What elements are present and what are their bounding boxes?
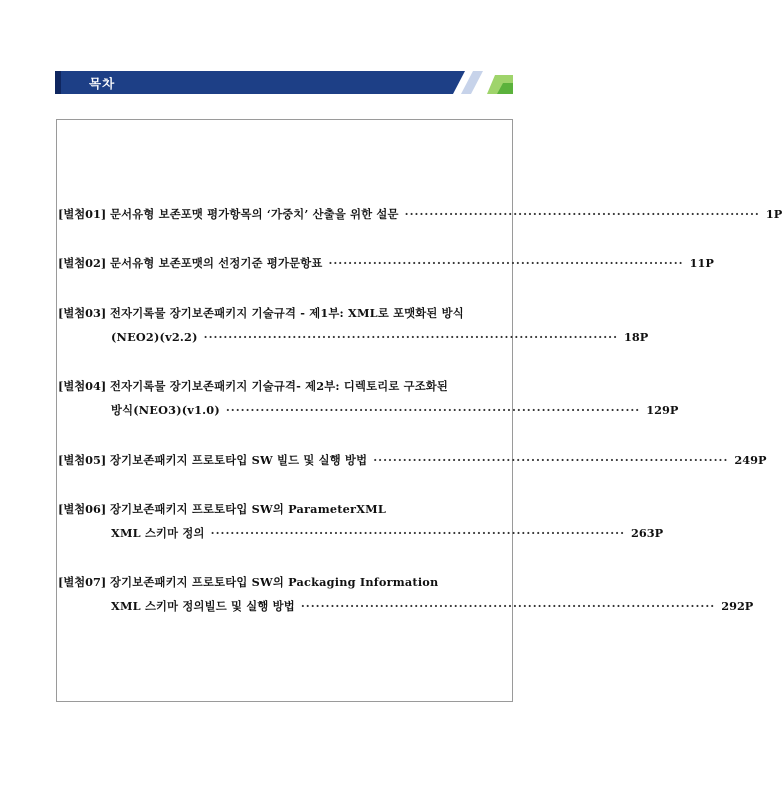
dot-leader: ···················································································· <box>300 599 716 613</box>
toc-entry[interactable] <box>58 304 502 322</box>
toc-entry-continuation[interactable] <box>111 401 679 419</box>
dot-leader: ···················································································· <box>225 403 641 417</box>
toc-entry[interactable] <box>58 573 502 591</box>
toc-entry-number: [별첨01] <box>58 207 107 221</box>
toc-entry-page: 11P <box>689 256 714 270</box>
toc-entry-title: 문서유형 보존포맷 평가항목의 ‘가중치’ 산출을 위한 설문 <box>110 207 399 221</box>
dot-leader: ········································································ <box>404 207 760 221</box>
toc-entry-page: 263P <box>631 526 664 540</box>
toc-entry-page: 1P <box>765 207 782 221</box>
header-accent <box>55 71 61 94</box>
toc-entry[interactable] <box>58 377 502 395</box>
toc-entry-title-cont: 방식(NEO3)(v1.0) <box>111 403 220 417</box>
toc-entry[interactable] <box>58 500 502 518</box>
dot-leader: ········································································ <box>328 256 684 270</box>
section-title: 목차 <box>89 76 116 91</box>
toc-entry-number: [별첨03] <box>58 306 107 320</box>
chevron-decoration-icon <box>443 71 513 94</box>
dot-leader: ···················································································· <box>203 330 619 344</box>
toc-entry-title: 장기보존패키지 프로토타입 SW의 Packaging Information <box>110 575 439 589</box>
toc-entry-title: 전자기록물 장기보존패키지 기술규격 - 제1부: XML로 포맷화된 방식 <box>110 306 464 320</box>
toc-entry-number: [별첨07] <box>58 575 107 589</box>
dot-leader: ········································································ <box>373 453 729 467</box>
toc-entry-title: 전자기록물 장기보존패키지 기술규격- 제2부: 디렉토리로 구조화된 <box>110 379 449 393</box>
section-header <box>55 71 513 94</box>
toc-entry-title-cont: XML 스키마 정의빌드 및 실행 방법 <box>111 599 295 613</box>
toc-entry[interactable] <box>58 205 782 223</box>
toc-entry-title: 장기보존패키지 프로토타입 SW 빌드 및 실행 방법 <box>110 453 368 467</box>
toc-entry-number: [별첨06] <box>58 502 107 516</box>
toc-entry-number: [별첨02] <box>58 256 107 270</box>
dot-leader: ···················································································· <box>210 526 626 540</box>
toc-entry-page: 18P <box>624 330 649 344</box>
toc-entry-continuation[interactable] <box>111 328 649 346</box>
toc-entry-title: 장기보존패키지 프로토타입 SW의 ParameterXML <box>110 502 387 516</box>
toc-entry-number: [별첨05] <box>58 453 107 467</box>
toc-entry-page: 129P <box>646 403 679 417</box>
toc-entry-title: 문서유형 보존포맷의 선정기준 평가문항표 <box>110 256 323 270</box>
toc-entry-page: 292P <box>721 599 754 613</box>
toc-entry-page: 249P <box>734 453 767 467</box>
toc-entry-number: [별첨04] <box>58 379 107 393</box>
toc-entry-title-cont: (NEO2)(v2.2) <box>111 330 198 344</box>
toc-entry-continuation[interactable] <box>111 524 664 542</box>
toc-entry-title-cont: XML 스키마 정의 <box>111 526 205 540</box>
toc-entry-continuation[interactable] <box>111 597 754 615</box>
toc-entry[interactable] <box>58 451 767 469</box>
toc-entry[interactable] <box>58 254 714 272</box>
